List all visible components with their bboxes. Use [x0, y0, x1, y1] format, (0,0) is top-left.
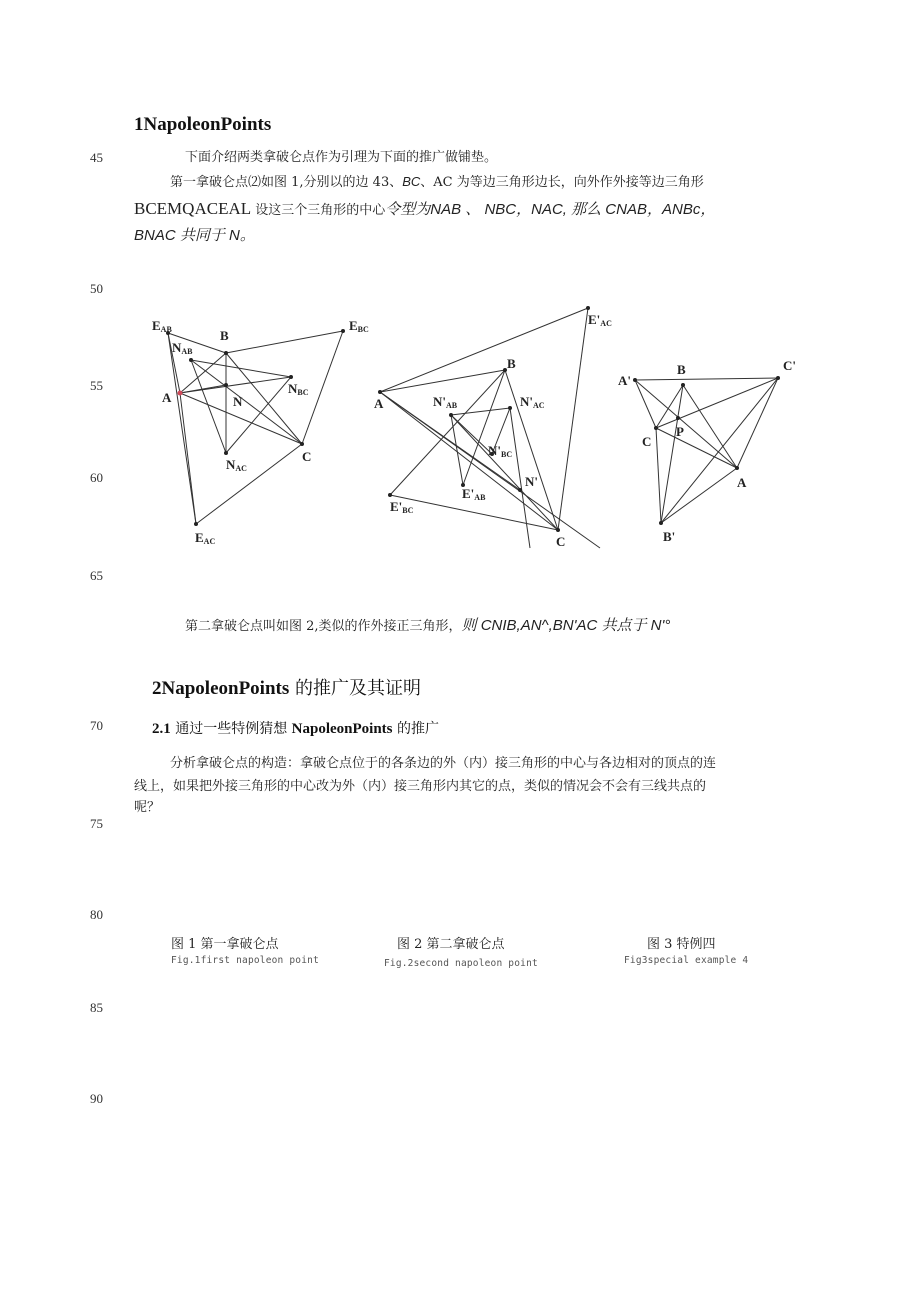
text-run: 的推广及其证明	[289, 678, 421, 699]
point-label: C	[642, 434, 652, 449]
second-napoleon-point-text	[185, 616, 670, 637]
point-label: EAC	[195, 530, 216, 546]
point-label: NAC	[226, 457, 247, 473]
point-label: E'AC	[588, 312, 612, 328]
line-number: 80	[90, 907, 103, 922]
point-label: A	[162, 390, 172, 405]
text-run: 设这三个三角形的中心	[251, 203, 386, 218]
point-label: E'BC	[390, 499, 414, 515]
point-label: B	[220, 328, 229, 343]
text-run: NapoleonPoints	[291, 721, 393, 737]
point-label: C	[302, 449, 312, 464]
text-run: 的推广	[392, 721, 439, 737]
figure-1-diagram	[140, 300, 370, 560]
point-label: A	[737, 475, 747, 490]
point-label: C	[556, 534, 566, 549]
text-run: 2NapoleonPoints	[152, 678, 290, 699]
point-label: B	[507, 356, 516, 371]
point-label: N'AC	[520, 394, 545, 410]
line-number: 50	[90, 281, 103, 296]
section-2-paragraph: 线上，如果把外接三角形的中心改为外（内）接三角形内其它的点，类似的情况会不会有三线共点的	[134, 779, 707, 794]
point-label: N'	[525, 474, 538, 489]
point-label: NBC	[288, 381, 309, 397]
text-run: 2.1	[152, 721, 171, 737]
point-label: A'	[618, 373, 631, 388]
text-run: NAB 、 NBC，NAC, 那么 CNAB，ANBc，	[430, 201, 716, 218]
line-number: 90	[90, 1091, 103, 1106]
point-label: E'AB	[462, 486, 486, 502]
text-run: BCEMQACEAL	[134, 199, 252, 218]
figure-2-diagram	[370, 300, 620, 560]
line-number: 85	[90, 1000, 103, 1015]
point-label: NAB	[172, 340, 193, 356]
text-run: BC	[402, 174, 421, 189]
figure-3-caption-en: Fig3special example 4	[624, 955, 749, 966]
line-number: 65	[90, 568, 103, 583]
figure-1-caption: 图 1 第一拿破仑点	[171, 937, 279, 952]
section-1-title: 1NapoleonPoints	[134, 114, 272, 135]
section-1-paragraph-line-3: BNAC 共同于 N。	[134, 227, 255, 244]
figure-3-diagram	[610, 350, 810, 550]
section-1-intro: 下面介绍两类拿破仑点作为引理为下面的推广做铺垫。	[185, 150, 498, 165]
line-number: 60	[90, 470, 103, 485]
text-run: 第二拿破仑点叫如图 2,类似的作外接正三角形，	[185, 619, 462, 634]
point-label: EAB	[152, 318, 172, 334]
point-label: A	[374, 396, 384, 411]
figure-3-caption: 图 3 特例四	[647, 937, 716, 952]
text-run: 则 CNIB,AN^,BN'AC 共点于 N'°	[461, 617, 671, 634]
text-run: 令型为	[385, 201, 431, 218]
point-label: EBC	[349, 318, 369, 334]
point-label: N'AB	[433, 394, 458, 410]
text-run: 第一拿破仑点⑵如图 1,分别以的边 43、	[170, 175, 403, 190]
point-label: P	[676, 424, 684, 439]
section-2-paragraph: 呢？	[134, 800, 161, 815]
text-run: 通过一些特例猜想	[170, 721, 292, 737]
text-run: 、AC 为等边三角形边长，向外作外接等边三角形	[420, 175, 704, 190]
line-number: 70	[90, 718, 103, 733]
point-label: B'	[663, 529, 676, 544]
line-number: 45	[90, 150, 103, 165]
section-2-title	[152, 674, 421, 700]
point-label: B	[677, 362, 686, 377]
section-2-paragraph: 分析拿破仑点的构造：拿破仑点位于的各条边的外（内）接三角形的中心与各边相对的顶点的连	[170, 756, 717, 771]
point-label: N	[233, 394, 243, 409]
section-1-paragraph-line-2	[134, 198, 715, 221]
figure-2-caption-en: Fig.2second napoleon point	[384, 958, 538, 969]
section-1-paragraph-line-1	[170, 172, 704, 193]
point-label: N'BC	[488, 443, 513, 459]
line-number: 55	[90, 378, 103, 393]
point-label: C'	[783, 358, 796, 373]
line-number: 75	[90, 816, 103, 831]
section-2-1-title	[152, 718, 439, 738]
figure-1-caption-en: Fig.1first napoleon point	[171, 955, 319, 966]
figure-2-caption: 图 2 第二拿破仑点	[397, 937, 505, 952]
